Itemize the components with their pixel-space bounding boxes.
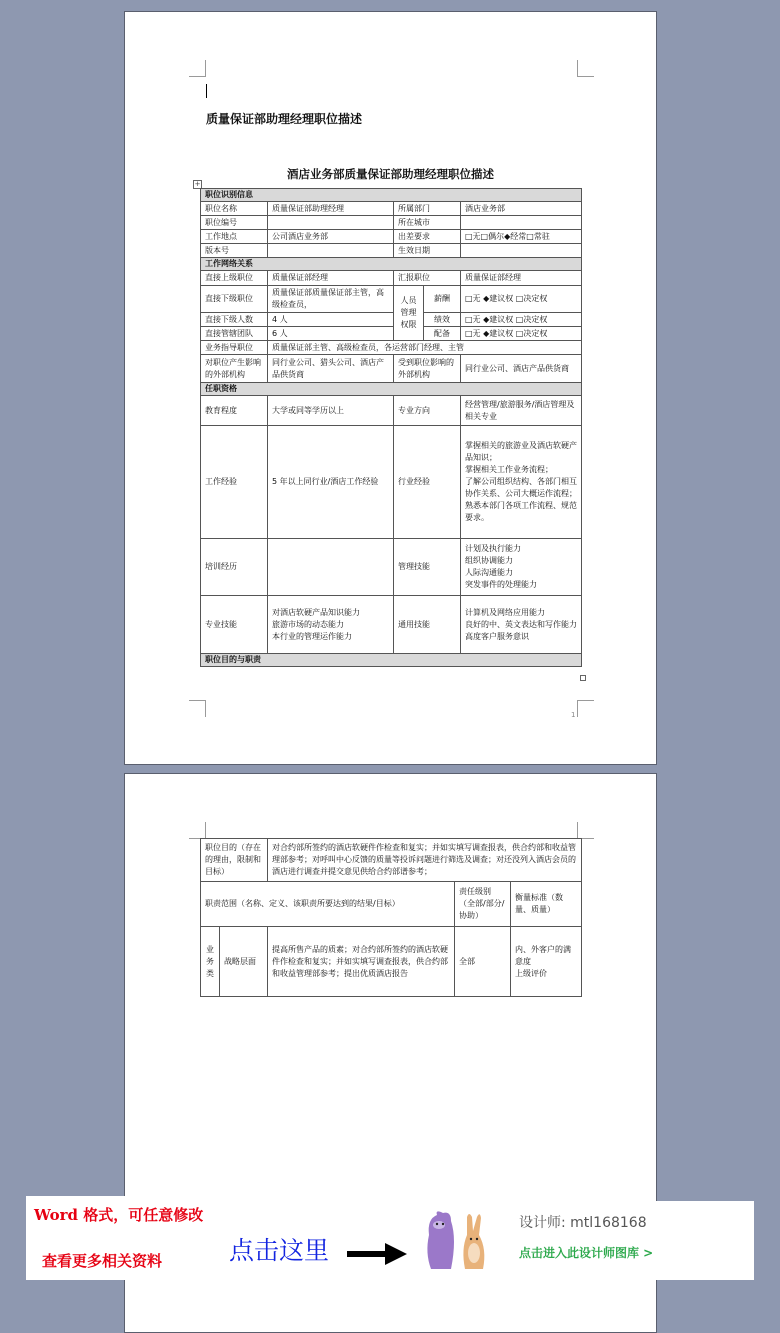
value-position-code[interactable] [268,216,394,230]
mgmt-line: 突发事件的处理能力 [465,580,537,589]
word-format-text: Word 格式，可任意修改 [34,1206,204,1224]
value-professional-skills[interactable] [268,596,394,654]
value-subordinate[interactable]: 质量保证部质量保证部主管，高级检查员， [268,286,394,313]
label-subordinate: 直接下级职位 [201,286,268,313]
value-work-location[interactable]: 公司酒店业务部 [268,230,394,244]
label-major: 专业方向 [394,396,461,426]
industry-line: 掌握相关的旅游业及酒店软硬产品知识； [465,441,577,462]
value-position-name[interactable]: 质量保证部助理经理 [268,202,394,216]
pro-line: 旅游市场的动态能力 [272,619,344,629]
label-category: 业务类 [201,927,220,997]
value-superior[interactable]: 质量保证部经理 [268,271,394,286]
margin-corner-top-right [577,822,594,839]
label-industry-experience: 行业经验 [394,426,461,539]
label-strategic: 战略层面 [220,927,268,997]
label-level: 责任级别（全部/部分/协助） [455,882,511,927]
mgmt-line: 组织协调能力 [465,556,513,565]
text-cursor [206,84,207,98]
table-title[interactable]: 酒店业务部质量保证部助理经理职位描述 [287,167,494,181]
label-staffing: 配备 [424,327,461,341]
value-industry-experience[interactable] [461,426,582,539]
mascot-icon [421,1209,497,1273]
value-city[interactable] [461,216,582,230]
label-training: 培训经历 [201,539,268,596]
value-education[interactable]: 大学或同等学历以上 [268,396,394,426]
label-team: 直接管辖团队 [201,327,268,341]
label-position-name: 职位名称 [201,202,268,216]
general-line: 计算机及网络应用能力 [465,607,545,617]
value-report-to[interactable]: 质量保证部经理 [461,271,582,286]
margin-corner-top-left [189,60,206,77]
measure-line: 上级评价 [515,968,547,978]
margin-corner-bottom-left [189,700,206,717]
section-qualifications: 任职资格 [201,383,582,396]
label-work-location: 工作地点 [201,230,268,244]
label-professional-skills: 专业技能 [201,596,268,654]
label-superior: 直接上级职位 [201,271,268,286]
value-management-skills[interactable] [461,539,582,596]
value-duty-level[interactable]: 全部 [455,927,511,997]
section-purpose: 职位目的与职责 [201,654,582,667]
label-report-to: 汇报职位 [394,271,461,286]
label-purpose: 职位目的（存在的理由，限制和目标） [201,839,268,882]
value-team[interactable]: 6 人 [268,327,394,341]
label-influenced: 受到职位影响的外部机构 [394,355,461,383]
click-here-link[interactable]: 点击这里 [229,1236,330,1265]
label-guidance: 业务指导职位 [201,341,268,355]
pro-line: 对酒店软硬产品知识能力 [272,607,360,617]
value-salary[interactable]: □无 ◆建议权 □决定权 [461,286,582,313]
value-staffing[interactable]: □无 ◆建议权 □决定权 [461,327,582,341]
value-guidance[interactable]: 质量保证部主管、高级检查员，各运营部门经理、主管 [268,341,582,355]
value-sub-count[interactable]: 4 人 [268,313,394,327]
page-number: 1 [571,711,576,719]
section-id-info: 职位识别信息 [201,189,582,202]
job-duties-table [200,838,582,997]
label-influence: 对职位产生影响的外部机构 [201,355,268,383]
label-department: 所属部门 [394,202,461,216]
label-salary: 薪酬 [424,286,461,313]
more-materials-link[interactable]: 查看更多相关资料 [42,1252,163,1270]
value-general-skills[interactable] [461,596,582,654]
value-duty[interactable]: 提高所售产品的质素；对合约部所签约的酒店软硬件作检查和复实；并如实填写调查报表，供合约部和收益管理部参考；提出优质酒店报告 [268,927,455,997]
table-move-handle-icon[interactable]: + [194,180,201,188]
value-version[interactable] [268,244,394,258]
label-city: 所在城市 [394,216,461,230]
measure-line: 内、外客户的满意度 [515,944,571,966]
label-authority: 人员管理权限 [394,286,424,341]
margin-corner-top-left [189,822,206,839]
value-effective-date[interactable] [461,244,582,258]
value-work-experience[interactable]: 5 年以上同行业/酒店工作经验 [268,426,394,539]
label-general-skills: 通用技能 [394,596,461,654]
value-duty-measure[interactable] [511,927,582,997]
designer-gallery-link[interactable]: 点击进入此设计师图库 > [519,1246,654,1260]
value-major[interactable]: 经营管理/旅游服务/酒店管理及相关专业 [461,396,582,426]
label-measure: 衡量标准（数量、质量） [511,882,582,927]
industry-line: 熟悉本部门各项工作流程、规范要求。 [465,501,577,522]
job-description-table [200,188,582,667]
arrow-right-icon [347,1241,407,1267]
label-education: 教育程度 [201,396,268,426]
industry-line: 掌握相关工作业务流程； [465,465,553,474]
label-scope: 职责范围（名称、定义、该职责所要达到的结果/目标） [201,882,455,927]
margin-corner-top-right [577,60,594,77]
label-travel: 出差要求 [394,230,461,244]
value-training[interactable] [268,539,394,596]
document-heading[interactable]: 质量保证部助理经理职位描述 [206,112,363,126]
label-performance: 绩效 [424,313,461,327]
mgmt-line: 人际沟通能力 [465,568,513,577]
value-travel[interactable]: □无□偶尔◆经常□常驻 [461,230,582,244]
designer-name: 设计师: mtl168168 [519,1215,647,1231]
industry-line: 了解公司组织结构、各部门相互协作关系、公司大概运作流程； [465,477,577,498]
label-sub-count: 直接下级人数 [201,313,268,327]
pro-line: 本行业的管理运作能力 [272,631,352,641]
label-work-experience: 工作经验 [201,426,268,539]
label-effective-date: 生效日期 [394,244,461,258]
mgmt-line: 计划及执行能力 [465,544,521,553]
value-influenced[interactable]: 同行业公司、酒店产品供货商 [461,355,582,383]
value-influence[interactable]: 同行业公司、猎头公司、酒店产品供货商 [268,355,394,383]
table-resize-handle-icon[interactable] [580,675,586,681]
label-version: 版本号 [201,244,268,258]
document-page-1 [124,11,657,765]
label-management-skills: 管理技能 [394,539,461,596]
value-department[interactable]: 酒店业务部 [461,202,582,216]
section-network: 工作网络关系 [201,258,582,271]
value-purpose[interactable]: 对合约部所签约的酒店软硬件作检查和复实；并如实填写调查报表，供合约部和收益管理部参考；对呼叫中心反馈的质量等投诉问题进行筛选及调查；对还没列入酒店会员的酒店进行调查并提交意见供给合约部谱参考； [268,839,582,882]
general-line: 高度客户服务意识 [465,631,529,641]
margin-corner-bottom-right [577,700,594,717]
designer-card[interactable] [407,1201,754,1280]
label-position-code: 职位编号 [201,216,268,230]
value-performance[interactable]: □无 ◆建议权 □决定权 [461,313,582,327]
general-line: 良好的中、英文表达和写作能力 [465,619,577,629]
